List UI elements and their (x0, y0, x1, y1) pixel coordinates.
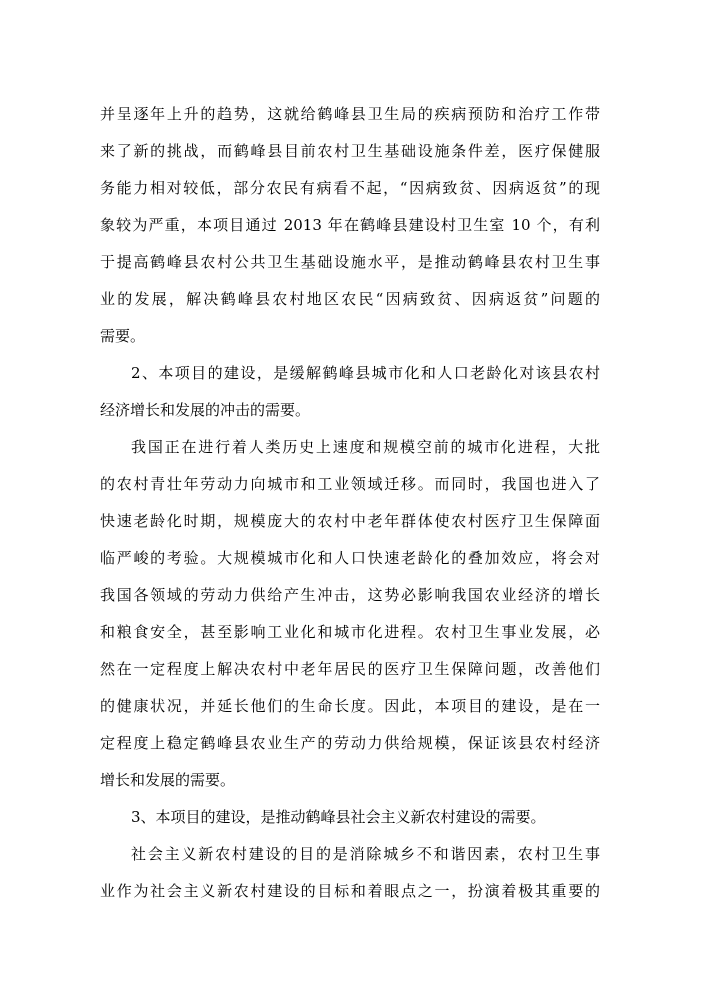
section-heading: 经济增长和发展的冲击的需要。 (100, 401, 311, 419)
text-line: 然在一定程度上解决农村中老年居民的医疗卫生保障问题，改善他们 (100, 660, 600, 678)
text-line: 我国正在进行着人类历史上速度和规模空前的城市化进程，大批 (131, 438, 600, 456)
text-line: 我国各领域的劳动力供给产生冲击，这势必影响我国农业经济的增长 (100, 586, 600, 604)
text-line: 的农村青壮年劳动力向城市和工业领域迁移。而同时，我国也进入了 (100, 475, 600, 493)
section-heading: 2、本项目的建设，是缓解鹤峰县城市化和人口老龄化对该县农村 (131, 364, 600, 382)
text-line: 于提高鹤峰县农村公共卫生基础设施水平，是推动鹤峰县农村卫生事 (100, 253, 600, 271)
text-line: 临严峻的考验。大规模城市化和人口快速老龄化的叠加效应，将会对 (100, 549, 600, 567)
text-line: 业作为社会主义新农村建设的目标和着眼点之一，扮演着极其重要的 (100, 882, 600, 900)
text-line: 定程度上稳定鹤峰县农业生产的劳动力供给规模，保证该县农村经济 (100, 734, 600, 752)
text-line: 务能力相对较低，部分农民有病看不起，“因病致贫、因病返贫”的现 (100, 179, 600, 197)
text-line: 增长和发展的需要。 (100, 771, 236, 789)
text-line: 社会主义新农村建设的目的是消除城乡不和谐因素，农村卫生事 (131, 845, 600, 863)
text-line: 快速老龄化时期，规模庞大的农村中老年群体使农村医疗卫生保障面 (100, 512, 600, 530)
text-line: 来了新的挑战，而鹤峰县目前农村卫生基础设施条件差，医疗保健服 (100, 142, 600, 160)
text-line: 象较为严重，本项目通过 2013 年在鹤峰县建设村卫生室 10 个，有利 (100, 216, 600, 234)
text-line: 需要。 (100, 327, 146, 345)
text-line: 并呈逐年上升的趋势，这就给鹤峰县卫生局的疾病预防和治疗工作带 (100, 105, 600, 123)
text-line: 业的发展，解决鹤峰县农村地区农民“因病致贫、因病返贫”问题的 (100, 290, 600, 308)
section-heading: 3、本项目的建设，是推动鹤峰县社会主义新农村建设的需要。 (131, 808, 546, 826)
text-line: 的健康状况，并延长他们的生命长度。因此，本项目的建设，是在一 (100, 697, 600, 715)
text-line: 和粮食安全，甚至影响工业化和城市化进程。农村卫生事业发展，必 (100, 623, 600, 641)
document-body (100, 96, 600, 910)
